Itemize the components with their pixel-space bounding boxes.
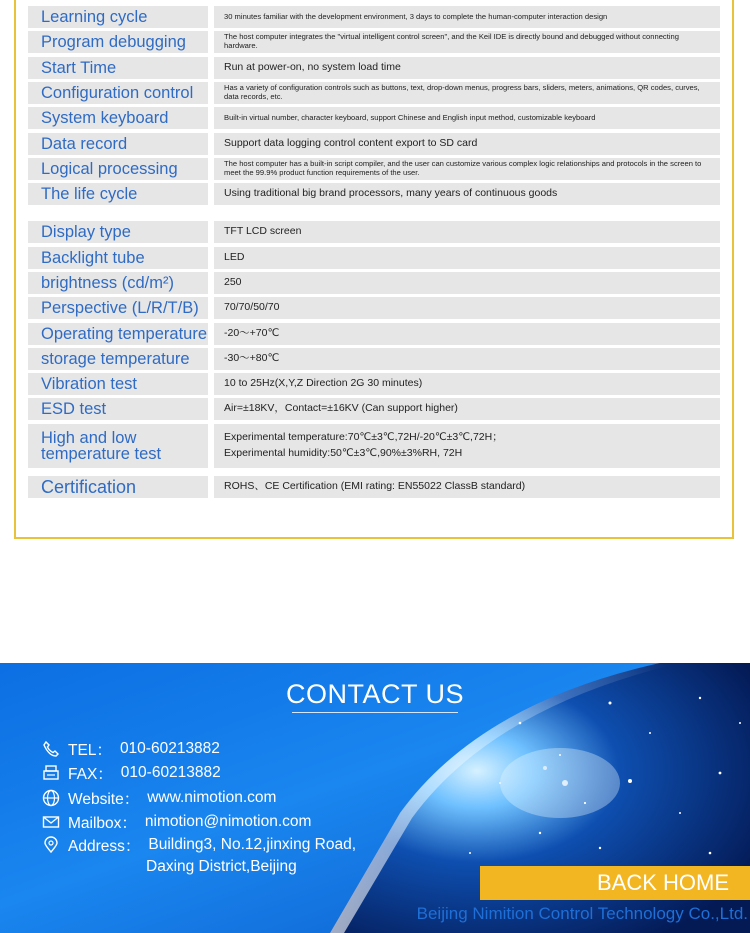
spec-label: The life cycle [28, 183, 208, 205]
spec-row [28, 183, 720, 205]
spec-row [28, 297, 720, 319]
spec-row [28, 348, 720, 370]
spec-row [28, 133, 720, 155]
spec-label: ESD test [28, 398, 208, 420]
spec-label: storage temperature [28, 348, 208, 370]
spec-value: Has a variety of configuration controls such as buttons, text, drop-down menus, progress bars, sliders, meters, animations, QR codes, curves, data records, etc. [214, 82, 720, 104]
spec-label: Learning cycle [28, 6, 208, 28]
mailbox-link[interactable]: nimotion@nimotion.com [144, 813, 312, 830]
spec-row [28, 373, 720, 395]
spec-value: 70/70/50/70 [214, 297, 720, 319]
spec-value: 30 minutes familiar with the development environment, 3 days to complete the human-computer interaction design [214, 6, 720, 28]
spec-row [28, 107, 720, 129]
spec-value: -20～+70℃ [214, 323, 720, 345]
spec-row [28, 82, 720, 104]
contact-address [40, 834, 356, 856]
spec-value: ROHS、CE Certification (EMI rating: EN55022 ClassB standard) [214, 476, 720, 498]
spec-label: Program debugging [28, 31, 208, 53]
tel-label: TEL： [68, 742, 112, 759]
website-link[interactable]: www.nimotion.com [147, 789, 277, 806]
spec-value: Built-in virtual number, character keyboard, support Chinese and English input method, customizable keyboard [214, 107, 720, 129]
globe-icon [40, 787, 62, 809]
spec-label: Perspective (L/R/T/B) [28, 297, 208, 319]
spec-label: Logical processing [28, 158, 208, 180]
spec-label: High and low temperature test [28, 424, 208, 468]
spec-value: 10 to 25Hz(X,Y,Z Direction 2G 30 minutes) [214, 373, 720, 395]
spec-row [28, 323, 720, 345]
spec-label: Vibration test [28, 373, 208, 395]
company-name: Beijing Nimition Control Technology Co.,Ltd. [416, 904, 748, 923]
spec-row [28, 31, 720, 53]
website-label: Website： [68, 791, 140, 808]
address-line2: Daxing District,Beijing [146, 858, 297, 875]
spec-value: Using traditional big brand processors, many years of continuous goods [214, 183, 720, 205]
spec-label: Data record [28, 133, 208, 155]
spec-value [214, 424, 720, 468]
fax-label: FAX： [68, 766, 113, 783]
back-home-button[interactable]: BACK HOME [480, 866, 750, 900]
spec-value: -30～+80℃ [214, 348, 720, 370]
mailbox-label: Mailbox： [68, 815, 137, 832]
spec-label: brightness (cd/m²) [28, 272, 208, 294]
phone-icon [40, 738, 62, 760]
spec-label: Backlight tube [28, 247, 208, 269]
fax-icon [40, 762, 62, 784]
spec-row [28, 221, 720, 243]
spec-label: Start Time [28, 57, 208, 79]
spec-label: System keyboard [28, 107, 208, 129]
spec-label: Display type [28, 221, 208, 243]
contact-fax [40, 762, 221, 784]
spec-value: Support data logging control content export to SD card [214, 133, 720, 155]
spec-value: 250 [214, 272, 720, 294]
mail-icon [40, 811, 62, 833]
spec-value: The host computer has a built-in script compiler, and the user can customize various complex logic relationships and protocols in the screen to meet the 99.9% product function requirements of the user. [214, 158, 720, 180]
contact-banner [0, 663, 750, 933]
spec-row [28, 57, 720, 79]
contact-title: CONTACT US [285, 679, 464, 709]
spec-value-line: Experimental humidity:50℃±3℃,90%±3%RH, 72H [224, 447, 463, 459]
address-line1: Building3, No.12,jinxing Road, [148, 836, 357, 853]
spec-value: The host computer integrates the "virtual intelligent control screen", and the Keil IDE is directly bound and debugged without connecting hardware. [214, 31, 720, 53]
spec-row [28, 247, 720, 269]
spec-value: Air=±18KV，Contact=±16KV (Can support higher) [214, 398, 720, 420]
spec-row [28, 476, 720, 498]
fax-value: 010-60213882 [120, 764, 221, 781]
tel-value[interactable]: 010-60213882 [119, 740, 220, 757]
spec-value: LED [214, 247, 720, 269]
spec-label: Certification [28, 476, 208, 498]
spec-value: TFT LCD screen [214, 221, 720, 243]
title-underline [292, 712, 458, 713]
spec-label: Configuration control [28, 82, 208, 104]
spec-row [28, 158, 720, 180]
contact-website [40, 787, 276, 809]
location-pin-icon [40, 834, 62, 856]
spec-label: Operating temperature [28, 323, 208, 345]
spec-row [28, 424, 720, 468]
contact-tel [40, 738, 220, 760]
spec-row [28, 6, 720, 28]
spec-value: Run at power-on, no system load time [214, 57, 720, 79]
spec-row [28, 272, 720, 294]
spec-row [28, 398, 720, 420]
spec-value-line: Experimental temperature:70℃±3℃,72H/-20℃±3℃,72H； [224, 431, 503, 444]
contact-mailbox [40, 811, 311, 833]
address-label: Address： [68, 838, 141, 855]
